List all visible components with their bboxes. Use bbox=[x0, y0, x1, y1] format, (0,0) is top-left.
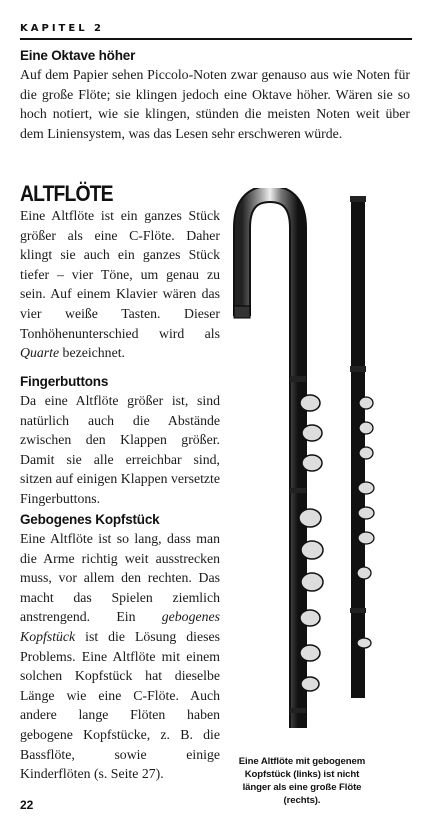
altfloete-text-2: bezeichnet. bbox=[59, 345, 125, 361]
flute-illustration bbox=[226, 188, 386, 748]
kopfstueck-text-1: Eine Altflöte ist so lang, dass man die Arme richtig weit ausstrecken muss, vor allem den rechten. Das macht das Spielen ziemlich anstrengend. Ein bbox=[20, 531, 220, 625]
chapter-label: KAPITEL 2 bbox=[20, 23, 105, 34]
octave-paragraph: Auf dem Papier sehen Piccolo-Noten zwar genauso aus wie Noten für die große Flöte; sie klingen jedoch eine Oktave höher. Wären sie so hoch notiert, wie sie klingen, stünden die meisten Noten weit über dem Liniensystem, was das Lesen sehr erschweren würde. bbox=[20, 67, 410, 141]
alto-flute bbox=[234, 194, 323, 728]
kopfstueck-text-2: ist die Lösung dieses Problems. Eine Altflöte mit einem solchen Kopfstück hat dieselbe Länge wie eine C-Flöte. Auch andere lange Flöten haben gebogene Kopfstücke, z. B. die Bassflöte, sowie einige Kinderflöten (s. Seite 27). bbox=[20, 628, 220, 782]
fingerbuttons-heading: Fingerbuttons bbox=[20, 374, 109, 389]
altfloete-paragraph bbox=[20, 206, 220, 363]
concert-flute bbox=[350, 196, 374, 698]
octave-heading: Eine Oktave höher bbox=[20, 48, 136, 63]
chapter-header bbox=[20, 16, 412, 40]
term-quarte: Quarte bbox=[20, 345, 60, 361]
section-altfloete bbox=[20, 182, 220, 363]
fingerbuttons-paragraph: Da eine Altflöte größer ist, sind natürlich auch die Abstände zwischen den Klappen größer. Damit sie alle erreichbar sind, sitzen auf einigen Klappen versetzte Fingerbuttons. bbox=[20, 393, 220, 506]
altfloete-text-1: Eine Altflöte ist ein ganzes Stück größer als eine C-Flöte. Daher klingt sie auch ein ganzes Stück tiefer – vier Töne, um genau zu sein. Auf einem Klavier wären das vier weiße Tasten. Dieser Tonhöhenunterschied wird als bbox=[20, 208, 220, 341]
term-gebogenes-kopfstueck: gebogenes Kopfstück bbox=[20, 609, 220, 644]
kopfstueck-heading: Gebogenes Kopfstück bbox=[20, 512, 160, 527]
section-kopfstueck bbox=[20, 512, 220, 784]
page-number: 22 bbox=[20, 798, 34, 812]
section-fingerbuttons bbox=[20, 374, 220, 509]
kopfstueck-paragraph bbox=[20, 529, 220, 784]
figure-caption: Eine Altflöte mit gebogenem Kopfstück (links) ist nicht länger als eine große Flöte (rechts). bbox=[238, 756, 366, 806]
section-octave bbox=[20, 48, 410, 143]
section-title: ALTFLÖTE bbox=[20, 181, 113, 206]
